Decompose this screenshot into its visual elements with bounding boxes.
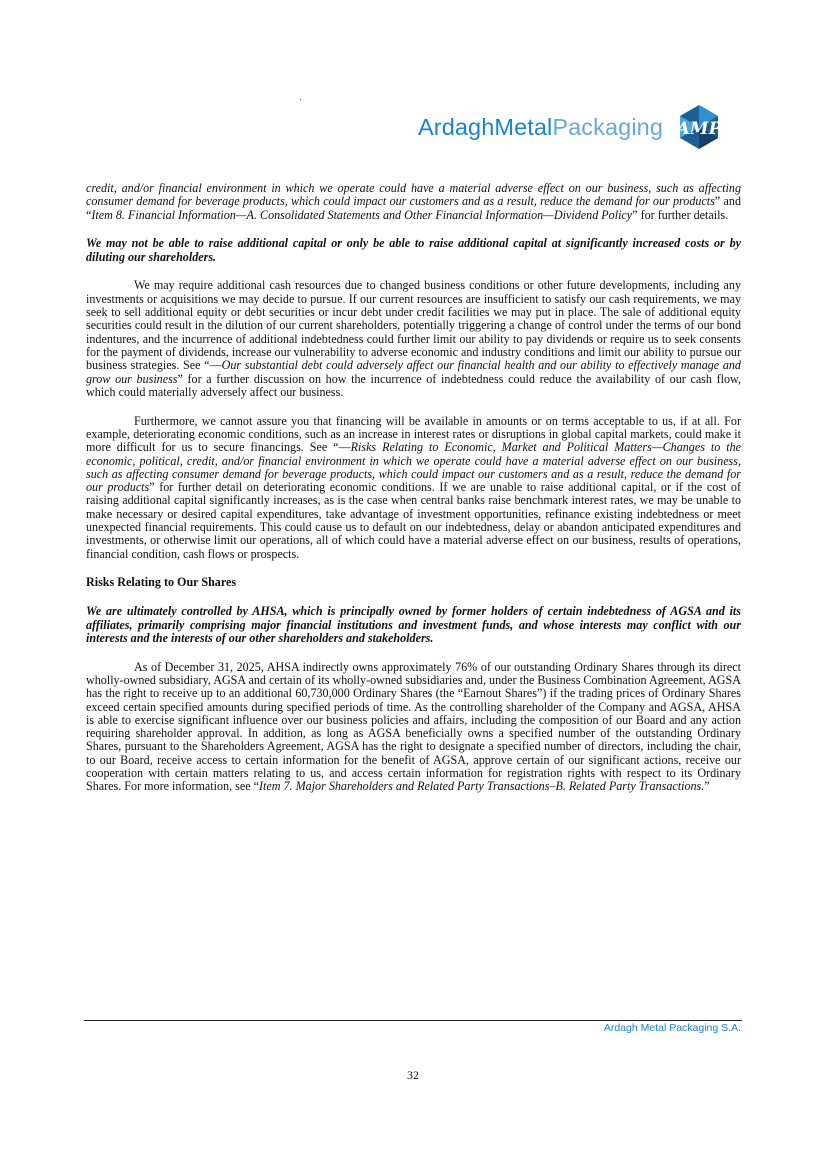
p2-text-c: ” for a further discussion on how the incurrence of indebtedness could reduce the availability of our cash flow, which could materially adversely affect our business. (86, 371, 741, 399)
p1-text-d: ” for further details. (632, 207, 729, 222)
p1-text-b: ” and “ (86, 194, 742, 222)
p3-text-a: Furthermore, we cannot assure you that financing will be available in amounts or on terms acceptable to us, if at all. For example, deteriorating economic conditions, such as an increase in interest rates or disruptions in global capital markets, could make it more difficult for us to secure financings. See “— (86, 413, 741, 455)
p3-text-c: ” for further detail on deteriorating economic conditions. If we are unable to raise additional capital, or if the cost of raising additional capital significantly increases, as is the case when central banks raise benchmark interest rates, we may be unable to make necessary or desired capital expenditures, take advantage of investment opportunities, refinance existing indebtedness or meet unexpected financial requirements. This could cause us to default on our indebtedness, delay or abandon anticipated expenditures and investments, or otherwise limit our operations, all of which could have a material adverse effect on our business, results of operations, financial condition, cash flows or prospects. (86, 480, 741, 561)
risk-heading-capital: We may not be able to raise additional capital or only be able to raise additional capital at significantly increased costs or by diluting our shareholders. (86, 236, 741, 264)
logo-word-packaging: Packaging (552, 114, 664, 140)
paragraph-financing (86, 415, 741, 561)
p1-italic-c: Item 8. Financial Information—A. Consolidated Statements and Other Financial Information—Dividend Policy (91, 207, 633, 222)
page-content (86, 182, 741, 809)
p2-italic-b: Our substantial debt could adversely affect our financial health and our ability to effectively manage and grow our business (86, 358, 741, 386)
p3-italic-b: Risks Relating to Economic, Market and Political Matters—Changes to the economic, political, credit, and/or financial environment in which we operate could have a material adverse effect on our business, such as affecting consumer demand for beverage products, which could impact our customers and as a result, reduce the demand for our products (86, 440, 741, 495)
section-heading-shares: Risks Relating to Our Shares (86, 575, 237, 590)
page-number: 32 (407, 1068, 419, 1082)
p2-text-a: We may require additional cash resources due to changed business conditions or other future developments, including any investments or acquisitions we may decide to pursue. If our current resources are insufficient to satisfy our cash requirements, we may seek to sell additional equity or debt securities or incur debt under credit facilities we may put in place. The sale of additional equity securities could result in the dilution of our current shareholders, potentially triggering a change of control under the terms of our bond indentures, and the incurrence of additional indebtedness could further limit our ability to pay dividends or require us to seek consents for the payment of dividends, increase our vulnerability to adverse economic and industry conditions and limit our ability to pursue our business strategies. See “— (86, 278, 741, 373)
logo-word-metal: Metal (494, 114, 553, 140)
amp-logo-icon (676, 104, 722, 150)
logo-wordmark (418, 114, 663, 141)
paragraph-continuation (86, 182, 741, 222)
p4-text-c: ” (704, 779, 710, 794)
p4-italic-b: Item 7. Major Shareholders and Related Party Transactions–B. Related Party Transactions. (258, 779, 705, 794)
paragraph-ahsa-ownership (86, 661, 741, 794)
p1-italic-a: credit, and/or financial environment in which we operate could have a material adverse effect on our business, such as affecting consumer demand for beverage products, which could impact our customers and as a result, reduce the demand for our products (86, 181, 741, 209)
footer-company-name: Ardagh Metal Packaging S.A. (603, 1022, 741, 1034)
stray-dot (300, 99, 301, 100)
footer-divider (84, 1020, 742, 1021)
p4-text-a: As of December 31, 2025, AHSA indirectly owns approximately 76% of our outstanding Ordinary Shares through its direct wholly-owned subsidiary, AGSA and certain of its wholly-owned subsidiaries and, under the Business Combination Agreement, AGSA has the right to receive up to an additional 60,730,000 Ordinary Shares (the “Earnout Shares”) if the trading prices of Ordinary Shares exceed certain specified amounts during specified periods of time. As the controlling shareholder of the Company and AGSA, AHSA is able to exercise significant influence over our business policies and affairs, including the composition of our Board and any action requiring shareholder approval. In addition, as long as AGSA beneficially owns a specified number of the outstanding Ordinary Shares, pursuant to the Shareholders Agreement, AGSA has the right to designate a specified number of directors, including the chair, to our Board, receive access to certain information for the benefit of AGSA, approve certain of our significant actions, receive our cooperation with certain matters relating to us, and access certain information for registration rights with respect to its Ordinary Shares. For more information, see “ (86, 659, 741, 794)
logo-mark-text: AMP (676, 119, 722, 139)
company-logo (418, 104, 724, 152)
risk-heading-ahsa: We are ultimately controlled by AHSA, which is principally owned by former holders of certain indebtedness of AGSA and its affiliates, primarily comprising major financial institutions and investment funds, and whose interests may conflict with our interests and the interests of our other shareholders and stakeholders. (86, 604, 741, 645)
paragraph-cash-resources (86, 279, 741, 399)
logo-word-ardagh: Ardagh (418, 114, 495, 140)
